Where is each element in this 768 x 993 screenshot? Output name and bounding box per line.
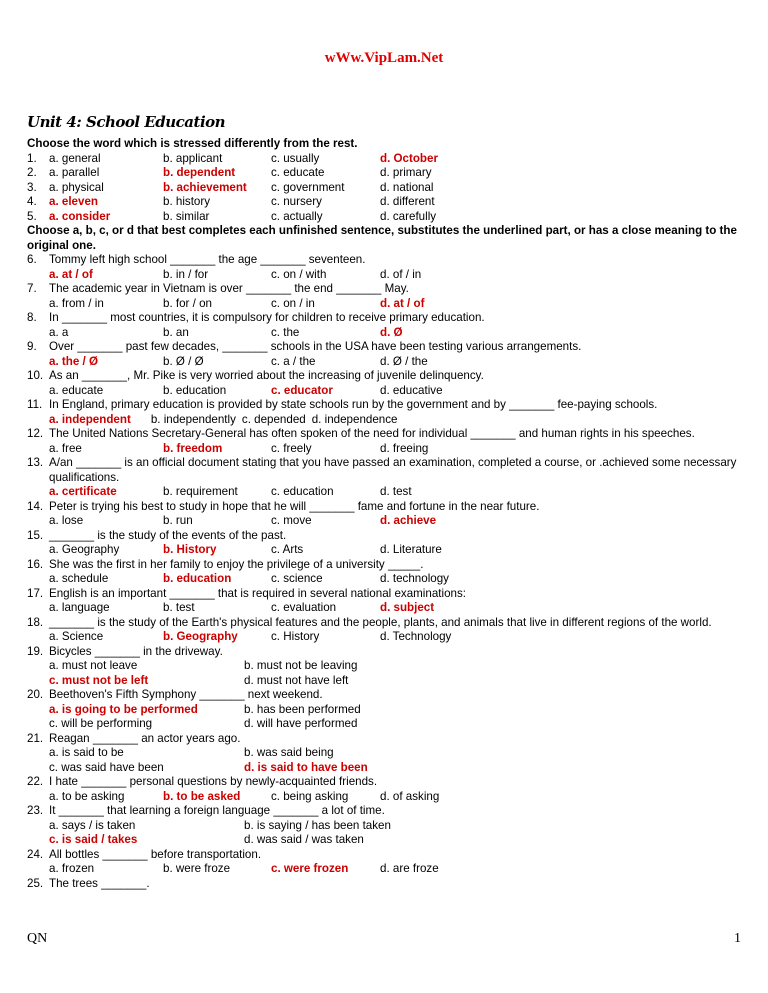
page-number: 1: [734, 931, 741, 946]
question-number: 17.: [27, 586, 44, 600]
option: c. a / the: [271, 354, 316, 368]
option: d. is said to have been: [244, 760, 368, 774]
option: c. Arts: [271, 543, 304, 556]
options-row: [49, 819, 742, 834]
option: c. being asking: [271, 789, 349, 803]
question-stem: Tommy left high school _______ the age _______ seventeen.: [49, 253, 366, 266]
footer-left: QN: [27, 931, 48, 946]
question: [27, 558, 742, 587]
instruction: Choose the word which is stressed differently from the rest.: [27, 137, 358, 150]
option: b. must not be leaving: [244, 659, 358, 672]
question-stem: As an _______, Mr. Pike is very worried about the increasing of juvenile delinquency.: [49, 369, 484, 382]
option: a. independent: [49, 412, 131, 426]
question-stem: Peter is trying his best to study in hope that he will _______ fame and fortune in the near future.: [49, 499, 540, 513]
question-number: 2.: [27, 166, 37, 179]
question-number: 4.: [27, 195, 37, 208]
options-row: [49, 514, 742, 529]
option: a. language: [49, 601, 110, 614]
worksheet-body: [27, 137, 742, 891]
question: [27, 152, 742, 167]
option: c. education: [271, 485, 334, 498]
options-row: [49, 674, 742, 689]
option: b. for / on: [163, 296, 212, 310]
option: c. usually: [271, 151, 320, 165]
option: d. technology: [380, 572, 449, 585]
option: a. certificate: [49, 485, 117, 498]
question-number: 14.: [27, 499, 44, 513]
option: b. has been performed: [244, 702, 361, 716]
option: b. is saying / has been taken: [244, 818, 391, 832]
question-list: [27, 152, 742, 225]
option: a. from / in: [49, 296, 104, 310]
question-number: 24.: [27, 847, 44, 861]
option: d. achieve: [380, 514, 437, 527]
option: c. freely: [271, 441, 312, 455]
option: a. general: [49, 151, 101, 165]
option: d. freeing: [380, 441, 429, 455]
option: a. Geography: [49, 543, 120, 556]
option: a. is said to be: [49, 746, 124, 759]
option: a. the / Ø: [49, 354, 98, 368]
question-number: 19.: [27, 644, 44, 658]
question: [27, 587, 742, 616]
options-row: [49, 485, 742, 500]
question-number: 11.: [27, 398, 43, 411]
options-row: [49, 195, 742, 210]
question-number: 13.: [27, 456, 44, 469]
options-row: [49, 181, 742, 196]
question: [27, 253, 742, 282]
question: [27, 398, 742, 427]
option: c. is said / takes: [49, 833, 138, 846]
option: a. lose: [49, 514, 84, 527]
site-header: wWw.VipLam.Net: [324, 50, 444, 66]
question-stem: The trees _______.: [49, 876, 150, 890]
option: d. primary: [380, 166, 432, 179]
option: d. subject: [380, 601, 435, 614]
option: d. Literature: [380, 543, 442, 556]
option: c. on / with: [271, 267, 327, 281]
question-stem: In _______ most countries, it is compulsory for children to receive primary education.: [49, 311, 485, 324]
option: c. depended: [241, 412, 306, 426]
question: [27, 311, 742, 340]
option: d. different: [380, 195, 435, 208]
option: b. run: [163, 514, 193, 527]
option: d. of asking: [380, 789, 440, 803]
option: b. applicant: [163, 151, 223, 165]
option: a. frozen: [49, 862, 95, 875]
question-number: 6.: [27, 253, 37, 266]
option: d. educative: [380, 383, 443, 397]
option: a. consider: [49, 209, 111, 223]
options-row: [49, 630, 742, 645]
option: c. was said have been: [49, 760, 164, 774]
question: [27, 369, 742, 398]
option: c. History: [271, 630, 320, 643]
option: b. in / for: [163, 267, 209, 281]
option: b. achievement: [163, 180, 247, 194]
option: d. carefully: [380, 209, 437, 223]
question: [27, 804, 742, 848]
option: c. government: [271, 180, 345, 194]
question: [27, 616, 742, 645]
question-number: 9.: [27, 340, 37, 353]
options-row: [49, 210, 742, 225]
option: a. physical: [49, 180, 104, 194]
question: [27, 195, 742, 210]
options-row: [49, 790, 742, 805]
unit-title: Unit 4: School Education: [27, 113, 226, 131]
question: [27, 877, 742, 892]
option: a. free: [49, 441, 82, 455]
option: a. is going to be performed: [49, 702, 198, 716]
option: d. are froze: [380, 862, 439, 875]
options-row: [49, 442, 742, 457]
question-number: 18.: [27, 615, 44, 629]
question-number: 23.: [27, 804, 44, 817]
question-stem: _______ is the study of the Earth's physical features and the people, plants, and animals that live in different regions of the world.: [49, 615, 712, 629]
question-stem: In England, primary education is provided by state schools run by the government and by _______ fee-paying schools.: [49, 398, 658, 411]
options-row: [49, 413, 742, 428]
question: [27, 210, 742, 225]
question: [27, 775, 742, 804]
question-stem: All bottles _______ before transportation.: [49, 847, 262, 861]
option: a. a: [49, 325, 69, 339]
option: a. says / is taken: [49, 818, 136, 832]
question-number: 5.: [27, 209, 37, 223]
question-stem: The United Nations Secretary-General has often spoken of the need for individual _______ and human rights in his speeches.: [49, 427, 695, 440]
question-number: 21.: [27, 731, 44, 745]
options-row: [49, 152, 742, 167]
option: b. test: [163, 601, 195, 614]
option: d. must not have left: [244, 673, 349, 687]
question-stem: A/an _______ is an official document stating that you have passed an examination, completed a course, or .achieved some necessary qualifications.: [49, 456, 737, 484]
option: d. Ø / the: [380, 354, 428, 368]
option: d. national: [380, 180, 434, 194]
option: d. Technology: [380, 630, 452, 643]
question-number: 20.: [27, 688, 44, 701]
option: a. schedule: [49, 572, 109, 585]
option: b. to be asked: [163, 789, 241, 803]
option: b. Ø / Ø: [163, 354, 204, 368]
option: b. History: [163, 543, 217, 556]
question-number: 3.: [27, 180, 37, 194]
question-number: 7.: [27, 282, 37, 295]
question: [27, 166, 742, 181]
option: d. test: [380, 485, 412, 498]
option: b. freedom: [163, 441, 223, 455]
options-row: [49, 326, 742, 341]
question-stem: It _______ that learning a foreign language _______ a lot of time.: [49, 804, 385, 817]
option: a. at / of: [49, 267, 93, 281]
options-row: [49, 166, 742, 181]
question-number: 12.: [27, 427, 44, 440]
option: b. was said being: [244, 746, 334, 759]
instruction: Choose a, b, c, or d that best completes each unfinished sentence, substitutes the underlined part, or has a close meaning to the original one.: [27, 224, 737, 252]
option: a. educate: [49, 383, 104, 397]
option: b. Geography: [163, 630, 238, 643]
option: c. the: [271, 325, 300, 339]
option: b. education: [163, 572, 232, 585]
option: b. requirement: [163, 485, 238, 498]
options-row: [49, 717, 742, 732]
question-number: 22.: [27, 775, 44, 788]
option: a. Science: [49, 630, 104, 643]
option: a. eleven: [49, 195, 98, 208]
question-stem: I hate _______ personal questions by newly-acquainted friends.: [49, 775, 378, 788]
option: c. evaluation: [271, 601, 337, 614]
question-number: 25.: [27, 876, 44, 890]
option: d. independence: [311, 412, 398, 426]
question-stem: Bicycles _______ in the driveway.: [49, 644, 223, 658]
option: c. nursery: [271, 195, 322, 208]
question-stem: Reagan _______ an actor years ago.: [49, 731, 241, 745]
question-number: 16.: [27, 557, 44, 571]
question: [27, 427, 742, 456]
question: [27, 456, 742, 500]
options-row: [49, 659, 742, 674]
option: d. October: [380, 151, 438, 165]
option: c. on / in: [271, 296, 315, 310]
option: c. educator: [271, 383, 333, 397]
options-row: [49, 862, 742, 877]
options-row: [49, 384, 742, 399]
options-row: [49, 761, 742, 776]
option: c. educate: [271, 166, 325, 179]
question-number: 10.: [27, 369, 44, 382]
option: b. history: [163, 195, 211, 208]
question-number: 8.: [27, 311, 37, 324]
question: [27, 732, 742, 776]
question: [27, 181, 742, 196]
option: c. actually: [271, 209, 323, 223]
options-row: [49, 268, 742, 283]
option: b. were froze: [163, 862, 231, 875]
option: c. will be performing: [49, 717, 153, 730]
question: [27, 688, 742, 732]
option: c. must not be left: [49, 673, 149, 687]
option: d. was said / was taken: [244, 833, 364, 846]
options-row: [49, 297, 742, 312]
question-number: 15.: [27, 528, 44, 542]
option: a. must not leave: [49, 659, 138, 672]
option: d. will have performed: [244, 717, 358, 730]
question: [27, 529, 742, 558]
question: [27, 340, 742, 369]
option: b. dependent: [163, 166, 236, 179]
option: a. parallel: [49, 166, 100, 179]
question: [27, 645, 742, 689]
options-row: [49, 572, 742, 587]
question-stem: She was the first in her family to enjoy the privilege of a university _____.: [49, 557, 424, 571]
options-row: [49, 601, 742, 616]
option: b. education: [163, 383, 227, 397]
question-number: 1.: [27, 151, 37, 165]
options-row: [49, 746, 742, 761]
option: c. were frozen: [271, 862, 349, 875]
option: d. at / of: [380, 296, 425, 310]
option: c. move: [271, 514, 312, 527]
question-list: [27, 253, 742, 891]
option: b. similar: [163, 209, 210, 223]
question-stem: The academic year in Vietnam is over _______ the end _______ May.: [49, 282, 409, 295]
question: [27, 282, 742, 311]
question-stem: Beethoven's Fifth Symphony _______ next weekend.: [49, 688, 323, 701]
question-stem: _______ is the study of the events of the past.: [49, 528, 287, 542]
options-row: [49, 703, 742, 718]
option: c. science: [271, 572, 323, 585]
question-stem: Over _______ past few decades, _______ schools in the USA have been testing various arrangements.: [49, 340, 582, 353]
question-stem: English is an important _______ that is required in several national examinations:: [49, 586, 466, 600]
option: b. an: [163, 325, 189, 339]
option: d. of / in: [380, 267, 422, 281]
question: [27, 500, 742, 529]
question: [27, 848, 742, 877]
option: b. independently: [150, 412, 236, 426]
options-row: [49, 355, 742, 370]
option: a. to be asking: [49, 789, 125, 803]
options-row: [49, 543, 742, 558]
option: d. Ø: [380, 325, 403, 339]
options-row: [49, 833, 742, 848]
